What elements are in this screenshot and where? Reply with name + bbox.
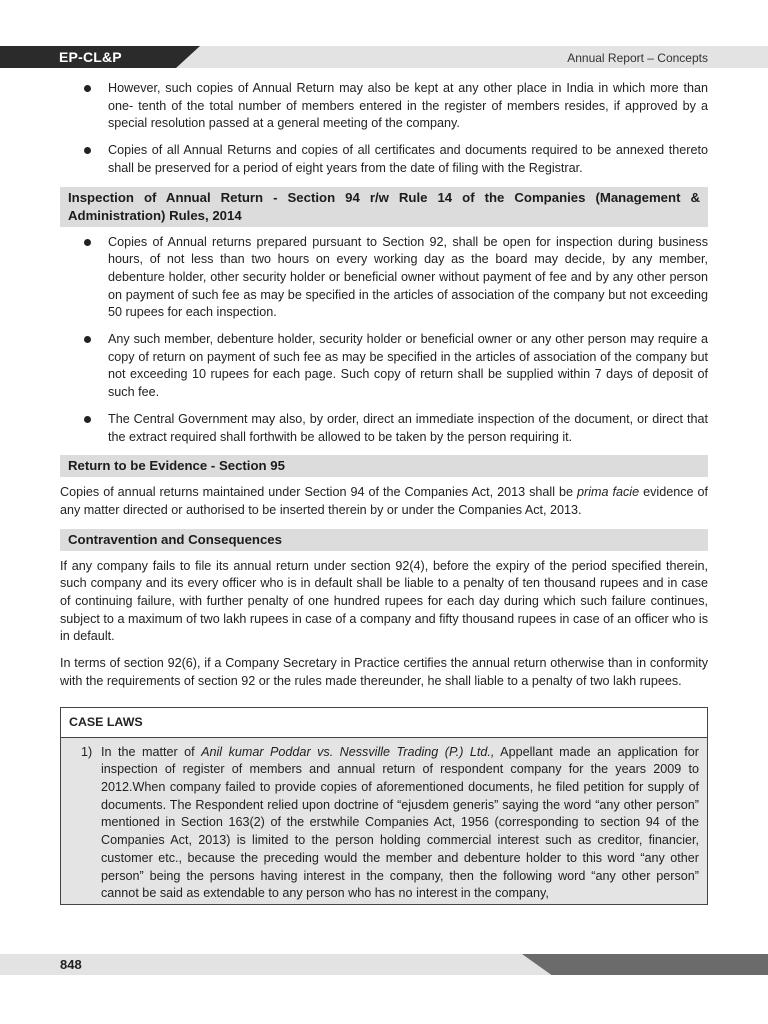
case-name: Anil kumar Poddar vs. Nessville Trading (P.) Ltd.,: [201, 744, 495, 759]
list-item: However, such copies of Annual Return may also be kept at any other place in India in which more than one- tenth of the total number of members entered in the register of members resides, if approved by a special resolution passed at a general meeting of the company.: [108, 80, 708, 133]
case-law-number: 1): [81, 744, 93, 759]
bullet-icon: [84, 336, 91, 343]
bullet-icon: [84, 85, 91, 92]
bullet-icon: [84, 147, 91, 154]
list-item: Any such member, debenture holder, security holder or beneficial owner or any other person may require a copy of return on payment of such fee as may be specified in the articles of association of the company but not exceeding 10 rupees for each page. Such copy of return shall be supplied within 7 days of deposit of such fee.: [108, 331, 708, 402]
case-laws-heading: CASE LAWS: [61, 708, 707, 738]
inspection-bullet-list: [60, 234, 708, 447]
page-number: 848: [60, 957, 82, 972]
list-item: The Central Government may also, by order, direct an immediate inspection of the document, or direct that the extract required shall forthwith be allowed to be taken by the person requiring it.: [108, 411, 708, 446]
section-heading-evidence: Return to be Evidence - Section 95: [60, 455, 708, 477]
contravention-paragraph: In terms of section 92(6), if a Company Secretary in Practice certifies the annual return otherwise than in conformity with the requirements of section 92 or the rules made thereunder, he shall liable to a penalty of two lakh rupees.: [60, 656, 708, 688]
case-laws-box: [60, 707, 708, 905]
bullet-icon: [84, 416, 91, 423]
case-laws-body: [61, 738, 707, 904]
section-heading-inspection: Inspection of Annual Return - Section 94 r/w Rule 14 of the Companies (Management & Administration) Rules, 2014: [60, 187, 708, 227]
evidence-paragraph: Copies of annual returns maintained under Section 94 of the Companies Act, 2013 shall be prima facie evidence of any matter directed or authorised to be inserted therein by or under the Companies Act, 2013.: [60, 485, 709, 517]
header-chapter-title: Annual Report – Concepts: [567, 51, 708, 65]
list-item: Copies of Annual returns prepared pursuant to Section 92, shall be open for inspection during business hours, of not less than two hours on every working day as the board may decide, by any member, debenture holder, other security holder or beneficial owner without payment of fee and by any other person on payment of such fee as may be specified in the articles of association of the company but not exceeding 50 rupees for each inspection.: [108, 234, 708, 323]
intro-bullet-list: [60, 80, 708, 178]
header-book-code: EP-CL&P: [59, 49, 122, 65]
page-content: [60, 80, 708, 905]
list-item: Copies of all Annual Returns and copies of all certificates and documents required to be annexed thereto shall be preserved for a period of eight years from the date of filing with the Registrar.: [108, 142, 708, 177]
contravention-paragraph: If any company fails to file its annual return under section 92(4), before the expiry of the period specified therein, such company and its every officer who is in default shall be liable to a penalty of ten thousand rupees and in case of continuing failure, with further penalty of one hundred rupees for each day during which such failure continues, subject to a maximum of two lakh rupees in case of a company and fifty thousand rupees in case of an officer who is in default.: [60, 558, 708, 644]
case-law-item: 1) In the matter of Anil kumar Poddar vs. Nessville Trading (P.) Ltd., Appellant made an application for inspection of register of members and annual return of respondent company for the years 2009 to 2012.When company failed to provide copies of aforementioned documents, he filed petition for supply of documents. The Respondent relied upon doctrine of “ejusdem generis” saying the word “any other person” mentioned in Section 163(2) of the erstwhile Companies Act, 1956 (corresponding to section 94 of the Companies Act, 2013) is limited to the person holding commercial interest such as creditor, financier, customer etc., because the preceding would the member and debenture holder to this word “any other person” being the persons having interest in the company, then the following word “any other person” cannot be said as extendable to any person who has no interest in the company,: [81, 744, 699, 901]
section-heading-contravention: Contravention and Consequences: [60, 529, 708, 551]
footer-tag: [522, 954, 768, 975]
bullet-icon: [84, 239, 91, 246]
